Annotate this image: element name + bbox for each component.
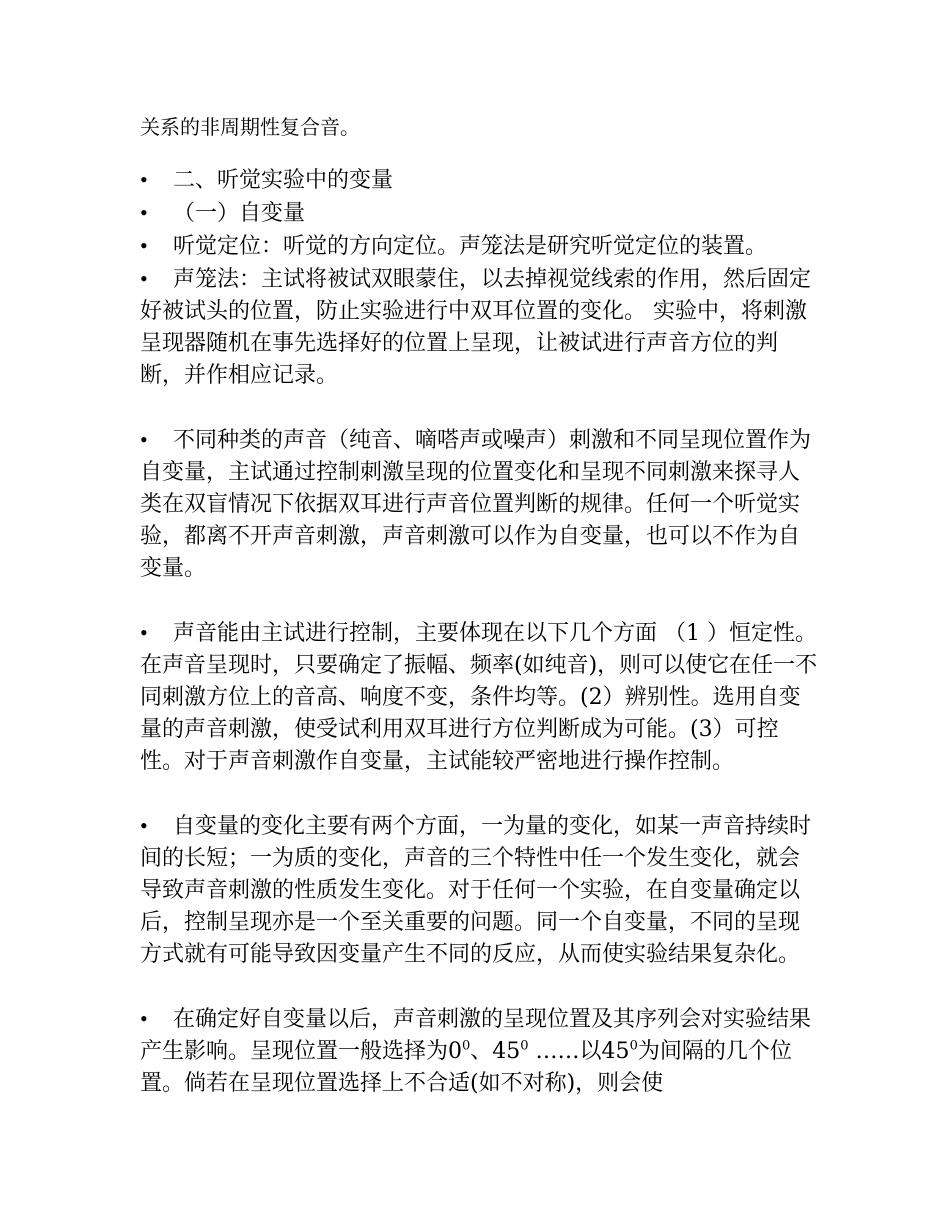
list-item	[140, 263, 820, 392]
bullet-icon: •	[140, 813, 148, 838]
list-item	[140, 197, 820, 230]
bullet-icon: •	[140, 233, 148, 258]
paragraph-text-b: 、45	[470, 1039, 521, 1064]
paragraph-text: 声笼法：主试将被试双眼蒙住，以去掉视觉线索的作用，然后固定好被试头的位置，防止实验进行中双耳位置的变化。 实验中，将刺激呈现器随机在事先选择好的位置上呈现，让被试进行声音方位的判断，并作相应记录。	[140, 267, 812, 388]
list-item	[140, 810, 820, 971]
superscript: 0	[462, 1038, 471, 1054]
paragraph-text: 不同种类的声音（纯音、嘀嗒声或噪声）刺激和不同呈现位置作为自变量，主试通过控制刺激呈现的位置变化和呈现不同刺激来探寻人类在双盲情况下依据双耳进行声音位置判断的规律。任何一个听觉实验，都离不开声音刺激，声音刺激可以作为自变量，也可以不作为自变量。	[140, 428, 812, 581]
bullet-icon: •	[140, 1006, 148, 1031]
subheading-independent-variable: （一）自变量	[173, 201, 306, 226]
list-item	[140, 617, 820, 778]
list-item	[140, 1003, 820, 1100]
paragraph-text: 声音能由主试进行控制，主要体现在以下几个方面 （1 ）恒定性。在声音呈现时，只要确定了振幅、频率(如纯音)，则可以使它在任一不同刺激方位上的音高、响度不变，条件均等。(2）辨别性。选用自变量的声音刺激，使受试利用双耳进行方位判断成为可能。(3）可控性。对于声音刺激作自变量，主试能较严密地进行操作控制。	[140, 621, 818, 774]
list-item	[140, 424, 820, 585]
bullet-icon: •	[140, 167, 148, 192]
paragraph-text: 听觉定位：听觉的方向定位。声笼法是研究听觉定位的装置。	[173, 234, 768, 259]
paragraph-text-a: 在确定好自变量以后，声音刺激的呈现位置及其序列会对实验结果产生影响。呈现位置一般选择为0	[140, 1007, 812, 1064]
bullet-icon: •	[140, 620, 148, 645]
bullet-icon: •	[140, 266, 148, 291]
intro-line: 关系的非周期性复合音。	[140, 115, 360, 139]
list-item	[140, 230, 820, 263]
bullet-icon: •	[140, 200, 148, 225]
superscript: 0	[520, 1038, 529, 1054]
superscript: 0	[629, 1038, 638, 1054]
paragraph-text-d: 为间隔的几个位置。倘若在呈现位置选择上不合适(如不对称)，则会使	[140, 1039, 792, 1096]
bullet-icon: •	[140, 427, 148, 452]
paragraph-text-c: ……以45	[528, 1039, 630, 1064]
heading-variables: 二、听觉实验中的变量	[173, 168, 394, 193]
paragraph-text: 自变量的变化主要有两个方面，一为量的变化，如某一声音持续时间的长短；一为质的变化，声音的三个特性中任一个发生变化，就会导致声音刺激的性质发生变化。对于任何一个实验，在自变量确定以后，控制呈现亦是一个至关重要的问题。同一个自变量，不同的呈现方式就有可能导致因变量产生不同的反应，从而使实验结果复杂化。	[140, 814, 812, 967]
bullet-list	[140, 164, 820, 1100]
list-item	[140, 164, 820, 197]
